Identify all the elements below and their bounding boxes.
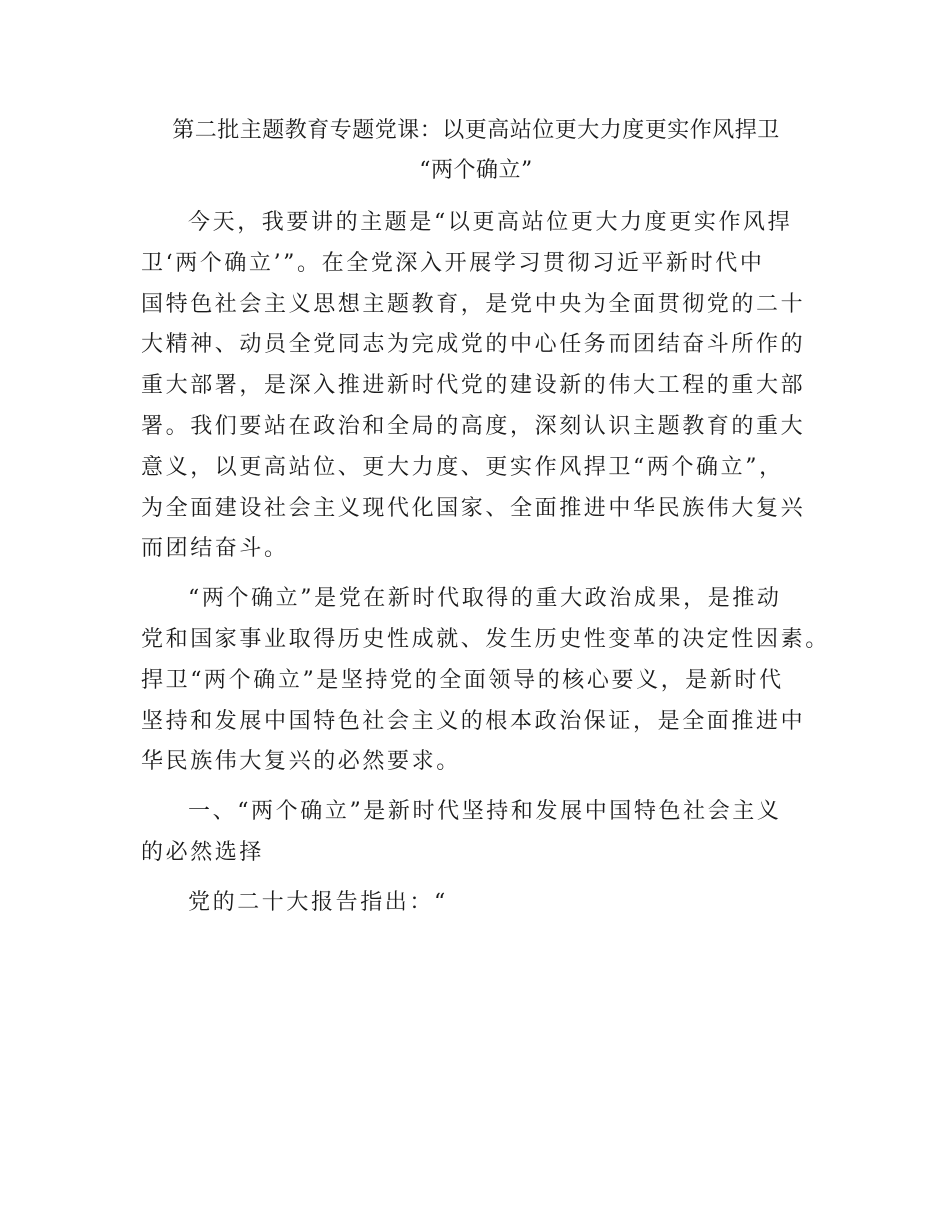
document-title	[141, 111, 811, 191]
title-line-1: 第二批主题教育专题党课：以更高站位更大力度更实作风捍卫	[172, 118, 780, 143]
text-line: 捍卫“两个确立”是坚持党的全面领导的核心要义，是新时代	[141, 667, 784, 693]
text-line: 党和国家事业取得历史性成就、发生历史性变革的决定性因素。	[141, 626, 830, 652]
paragraph-report-quote	[141, 883, 811, 924]
text-line: 国特色社会主义思想主题教育，是党中央为全面贯彻党的二十	[141, 291, 806, 317]
text-line: 署。我们要站在政治和全局的高度，深刻认识主题教育的重大	[141, 413, 806, 439]
text-line: 华民族伟大复兴的必然要求。	[141, 749, 461, 775]
paragraph-intro	[141, 203, 811, 570]
text-line: “两个确立”是党在新时代取得的重大政治成果，是推动	[188, 586, 782, 612]
paragraph-two-establishments	[141, 579, 830, 783]
section-heading-1	[141, 792, 811, 874]
document-body	[141, 203, 830, 933]
text-line: 卫‘两个确立’”。在全党深入开展学习贯彻习近平新时代中	[141, 250, 765, 276]
text-line: 今天，我要讲的主题是“以更高站位更大力度更实作风捍	[188, 210, 793, 235]
text-line: 大精神、动员全党同志为完成党的中心任务而团结奋斗所作的	[141, 332, 806, 358]
text-line: 坚持和发展中国特色社会主义的根本政治保证，是全面推进中	[141, 708, 806, 734]
text-line: 党的二十大报告指出：“	[188, 889, 448, 915]
text-line: 而团结奋斗。	[141, 536, 289, 562]
title-line-2: “两个确立”	[419, 158, 533, 183]
text-line: 为全面建设社会主义现代化国家、全面推进中华民族伟大复兴	[141, 495, 806, 521]
text-line: 一、“两个确立”是新时代坚持和发展中国特色社会主义	[188, 799, 782, 825]
text-line: 重大部署，是深入推进新时代党的建设新的伟大工程的重大部	[141, 373, 806, 399]
text-line: 的必然选择	[141, 839, 265, 865]
text-line: 意义，以更高站位、更大力度、更实作风捍卫“两个确立”，	[141, 454, 784, 480]
